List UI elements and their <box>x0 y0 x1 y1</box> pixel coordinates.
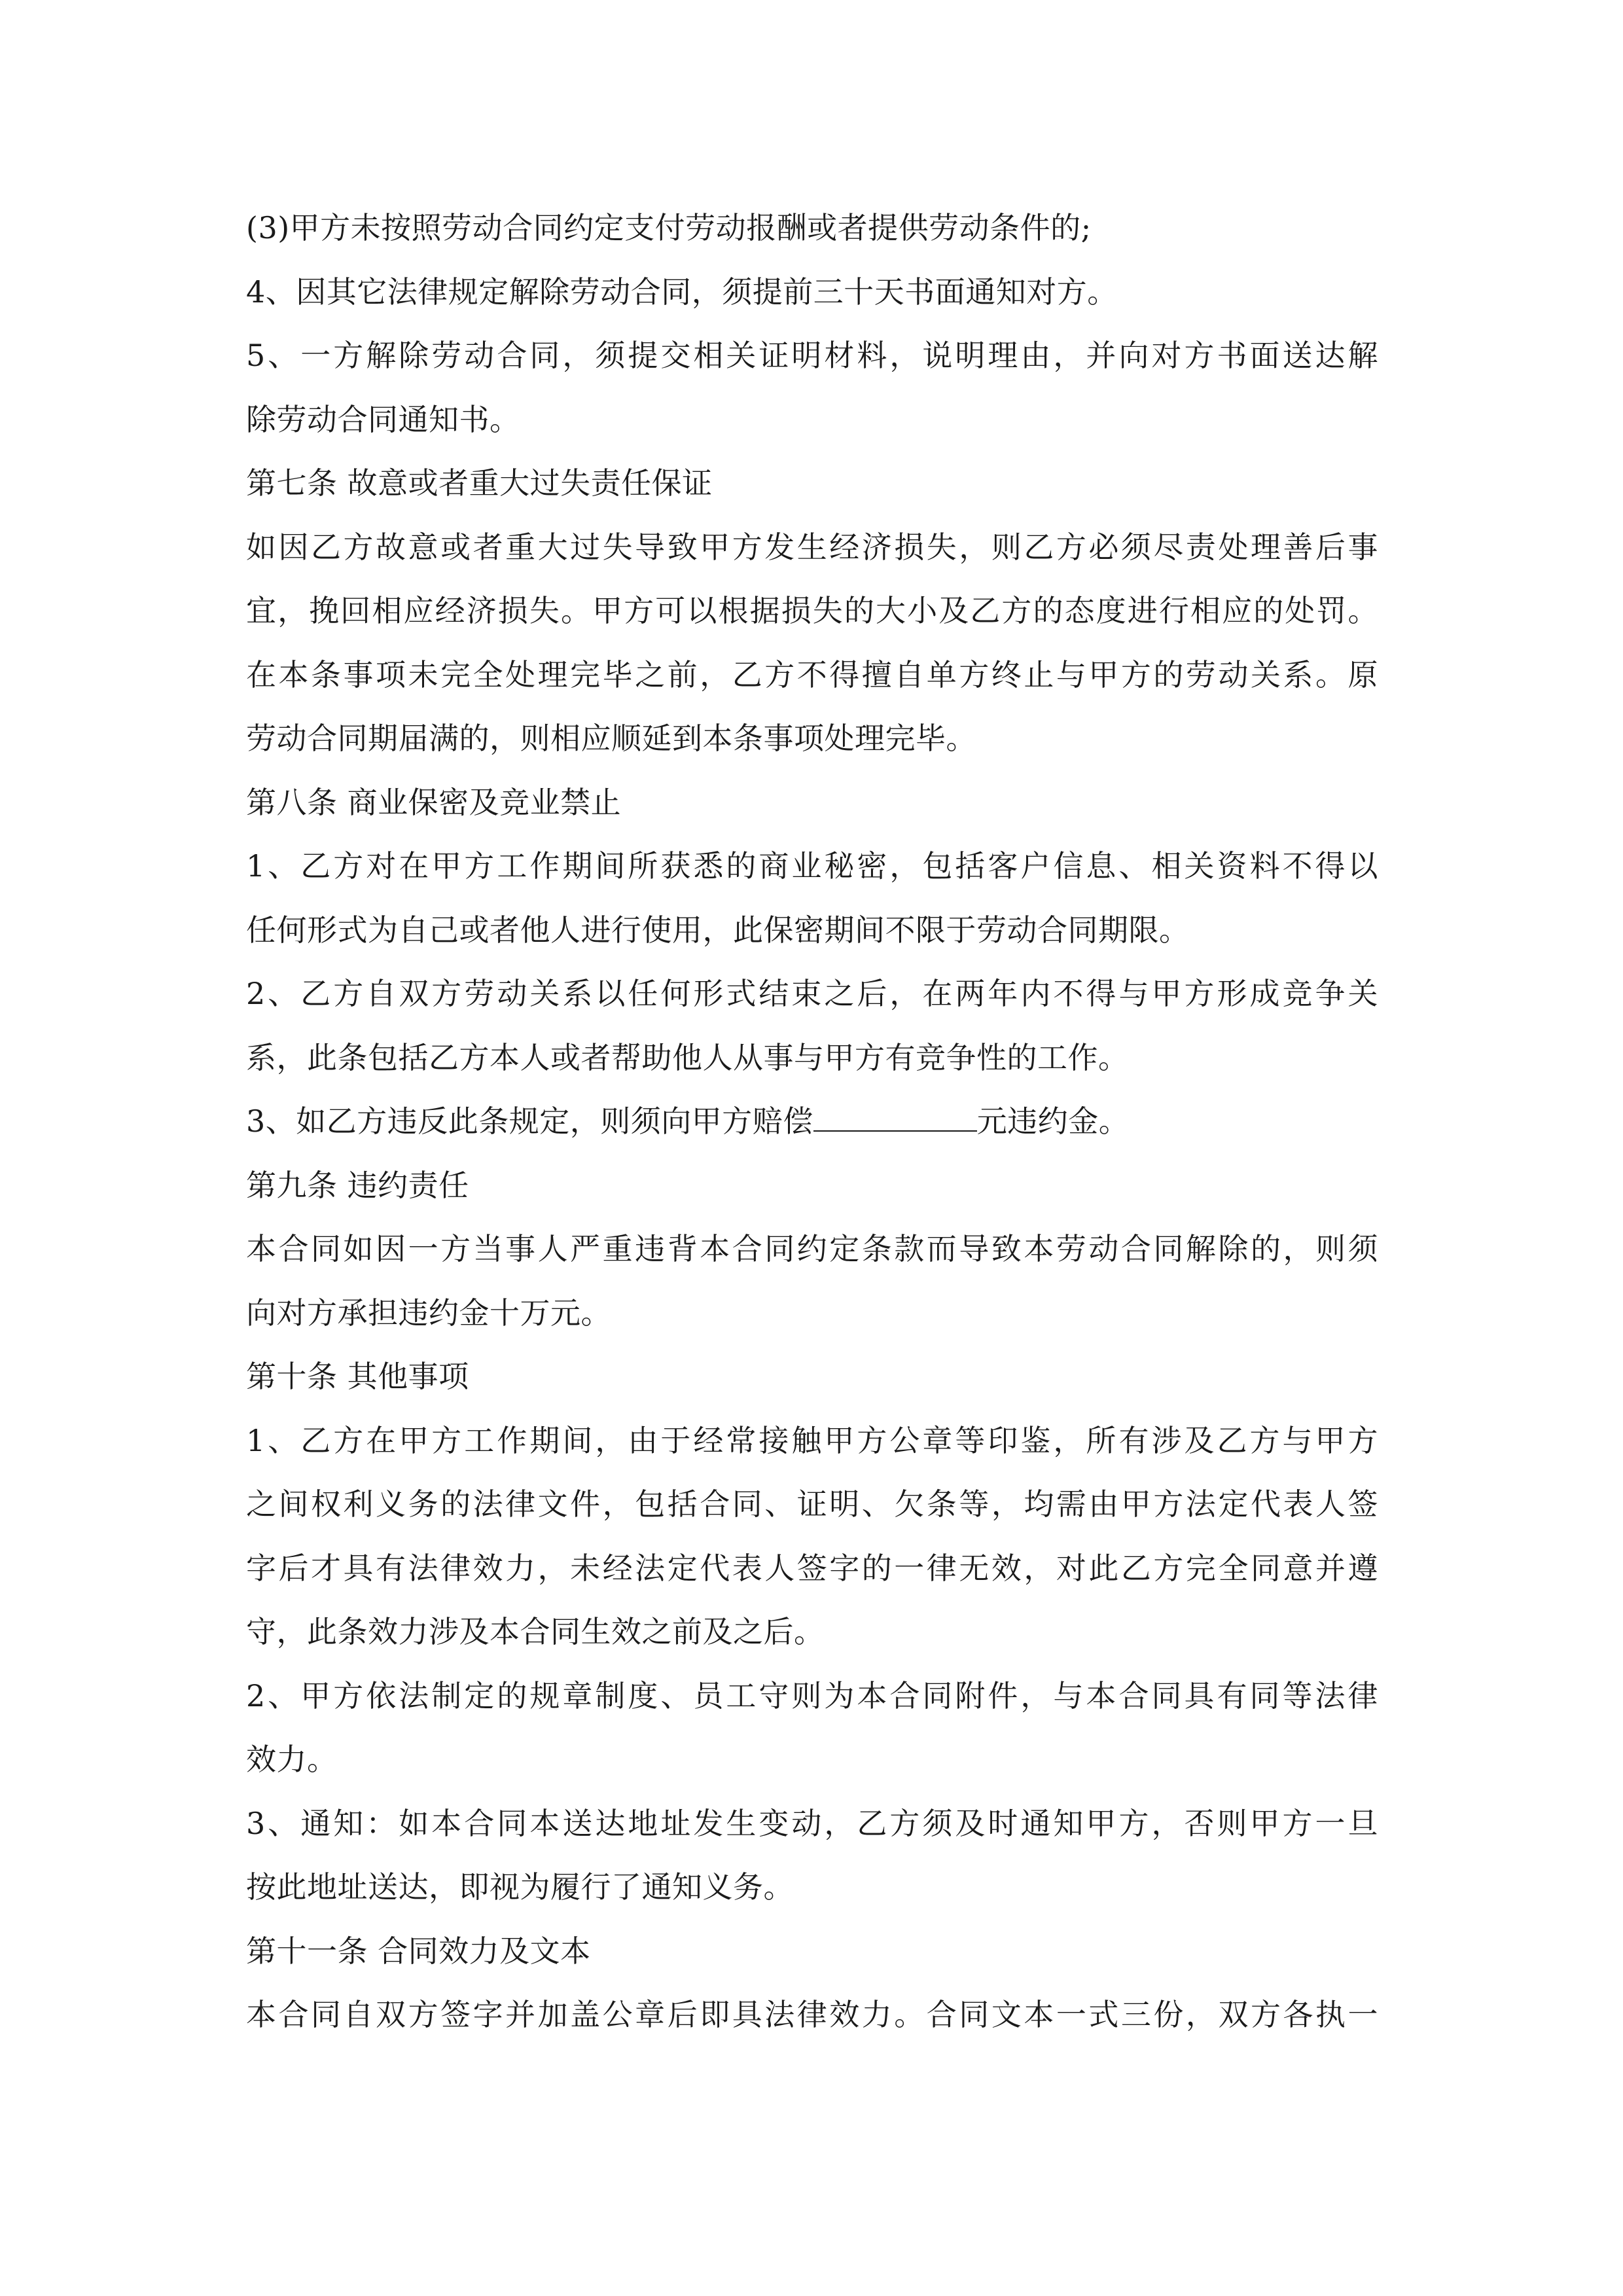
penalty-text-after: 元违约金。 <box>976 1103 1130 1139</box>
text-line: 字后才具有法律效力，未经法定代表人签字的一律无效，对此乙方完全同意并遵 <box>246 1550 1378 1586</box>
text-line: 之间权利义务的法律文件，包括合同、证明、欠条等，均需由甲方法定代表人签 <box>246 1486 1378 1522</box>
text-line: 本合同如因一方当事人严重违背本合同约定条款而导致本劳动合同解除的，则须 <box>246 1231 1378 1266</box>
text-line: 1、乙方在甲方工作期间，由于经常接触甲方公章等印鉴，所有涉及乙方与甲方 <box>246 1422 1378 1458</box>
text-line: 1、乙方对在甲方工作期间所获悉的商业秘密，包括客户信息、相关资料不得以 <box>246 848 1378 884</box>
text-line: 劳动合同期届满的，则相应顺延到本条事项处理完毕。 <box>246 721 976 756</box>
text-line: 宜，挽回相应经济损失。甲方可以根据损失的大小及乙方的态度进行相应的处罚。 <box>246 593 1378 628</box>
penalty-line <box>246 1090 1378 1154</box>
penalty-amount-blank <box>813 1104 977 1132</box>
text-line: 除劳动合同通知书。 <box>246 401 520 437</box>
text-line: 2、甲方依法制定的规章制度、员工守则为本合同附件，与本合同具有同等法律 <box>246 1677 1378 1713</box>
text-line: 2、乙方自双方劳动关系以任何形式结束之后，在两年内不得与甲方形成竞争关 <box>246 976 1378 1011</box>
text-line: 系，此条包括乙方本人或者帮助他人从事与甲方有竞争性的工作。 <box>246 1039 1129 1075</box>
text-line: (3)甲方未按照劳动合同约定支付劳动报酬或者提供劳动条件的; <box>246 210 1092 245</box>
section-heading-10: 第十条 其他事项 <box>246 1359 469 1394</box>
text-line: 5、一方解除劳动合同，须提交相关证明材料，说明理由，并向对方书面送达解 <box>246 338 1378 373</box>
text-line: 4、因其它法律规定解除劳动合同，须提前三十天书面通知对方。 <box>246 274 1118 310</box>
penalty-text-before: 3、如乙方违反此条规定，则须向甲方赔偿 <box>246 1103 813 1139</box>
section-heading-8: 第八条 商业保密及竞业禁止 <box>246 784 622 820</box>
text-line: 向对方承担违约金十万元。 <box>246 1295 611 1331</box>
document-body <box>246 196 1378 2047</box>
text-line: 效力。 <box>246 1742 338 1777</box>
section-heading-9: 第九条 违约责任 <box>246 1167 469 1203</box>
text-line: 在本条事项未完全处理完毕之前，乙方不得擅自单方终止与甲方的劳动关系。原 <box>246 656 1378 692</box>
section-heading-11: 第十一条 合同效力及文本 <box>246 1933 591 1969</box>
text-line: 如因乙方故意或者重大过失导致甲方发生经济损失，则乙方必须尽责处理善后事 <box>246 529 1378 565</box>
text-line: 本合同自双方签字并加盖公章后即具法律效力。合同文本一式三份，双方各执一 <box>246 1997 1378 2032</box>
text-line: 任何形式为自己或者他人进行使用，此保密期间不限于劳动合同期限。 <box>246 912 1190 948</box>
text-line: 按此地址送达，即视为履行了通知义务。 <box>246 1869 794 1905</box>
section-heading-7: 第七条 故意或者重大过失责任保证 <box>246 465 713 501</box>
text-line: 3、通知：如本合同本送达地址发生变动，乙方须及时通知甲方，否则甲方一旦 <box>246 1805 1378 1841</box>
text-line: 守，此条效力涉及本合同生效之前及之后。 <box>246 1614 825 1649</box>
